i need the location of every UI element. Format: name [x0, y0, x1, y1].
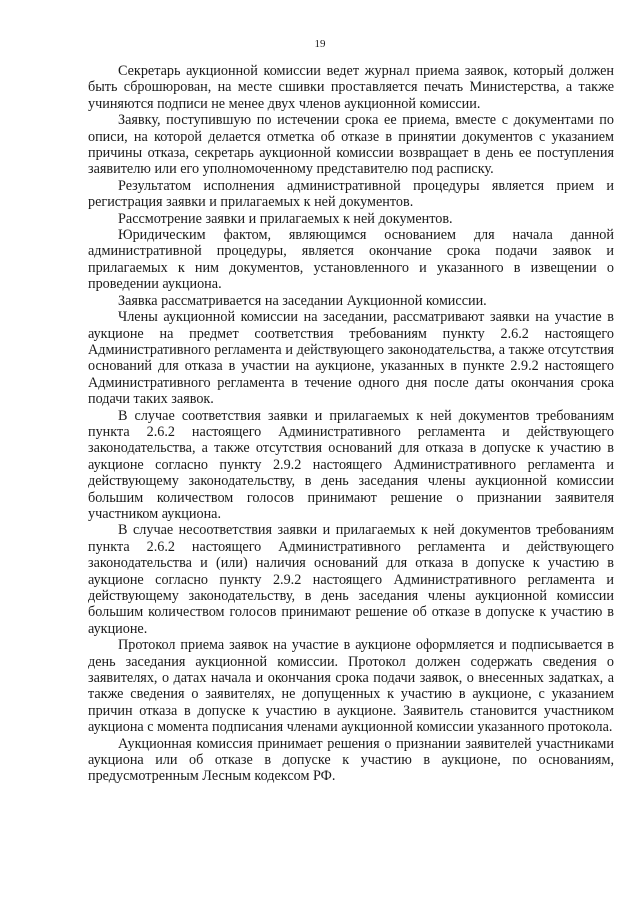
document-body [88, 63, 614, 785]
paragraph-noncompliance-refusal: В случае несоответствия заявки и прилагаемых к ней документов требованиям пункта 2.6.2 настоящего Административного регламента и действующего законодательства и (или) наличия оснований для отказа в допуске к участию в аукционе согласно пункту 2.9.2 настоящего Административного регламента и действующему законодательству, в день заседания члены аукционной комиссии большим количеством голосов принимают решение об отказе в допуске к участию в аукционе. [88, 522, 614, 637]
paragraph-review-heading: Рассмотрение заявки и прилагаемых к ней документов. [118, 210, 453, 227]
paragraph-commission-meeting: Заявка рассматривается на заседании Аукционной комиссии. [118, 292, 487, 309]
paragraph-legal-fact: Юридическим фактом, являющимся основанием для начала данной административной процедуры, является окончание срока подачи заявок и прилагаемых к ним документов, установленного и указанного в извещении о проведении аукциона. [88, 227, 614, 293]
paragraph-late-application: Заявку, поступившую по истечении срока ее приема, вместе с документами по описи, на которой делается отметка об отказе в принятии документов с указанием причины отказа, секретарь аукционной комиссии возвращает в день ее поступления заявителю или его уполномоченному представителю под расписку. [88, 112, 614, 178]
paragraph-protocol: Протокол приема заявок на участие в аукционе оформляется и подписывается в день заседания аукционной комиссии. Протокол должен содержать сведения о заявителях, о датах начала и окончания срока подачи заявок, о внесенных задатках, а также сведения о заявителях, не допущенных к участию в аукционе, с указанием причин отказа в допуске к участию в аукционе. Заявитель становится участником аукциона с момента подписания членами аукционной комиссии указанного протокола. [88, 637, 614, 736]
paragraph-result-registration: Результатом исполнения административной процедуры является прием и регистрация заявки и прилагаемых к ней документов. [88, 177, 614, 211]
paragraph-commission-decision: Аукционная комиссия принимает решения о признании заявителей участниками аукциона или об отказе в допуске к участию в аукционе, по основаниям, предусмотренным Лесным кодексом РФ. [88, 735, 614, 785]
page-number: 19 [314, 38, 326, 50]
paragraph-members-review: Члены аукционной комиссии на заседании, рассматривают заявки на участие в аукционе на предмет соответствия требованиям пункту 2.6.2 настоящего Административного регламента и действующего законодательства, а также отсутствия оснований для отказа в участии на аукционе, указанных в пункте 2.9.2 настоящего Административного регламента в течение одного дня после даты окончания срока подачи таких заявок. [88, 309, 614, 408]
paragraph-compliance-admission: В случае соответствия заявки и прилагаемых к ней документов требованиям пункта 2.6.2 настоящего Административного регламента и действующего законодательства, а также отсутствия оснований для отказа в допуске к участию в аукционе согласно пункту 2.9.2 настоящего Административного регламента и действующему законодательству, в день заседания члены аукционной комиссии большим количеством голосов принимают решение о признании заявителя участником аукциона. [88, 407, 614, 522]
paragraph-journal: Секретарь аукционной комиссии ведет журнал приема заявок, который должен быть сброшюрован, на месте сшивки проставляется печать Министерства, а также учиняются подписи не менее двух членов аукционной комиссии. [88, 63, 614, 112]
